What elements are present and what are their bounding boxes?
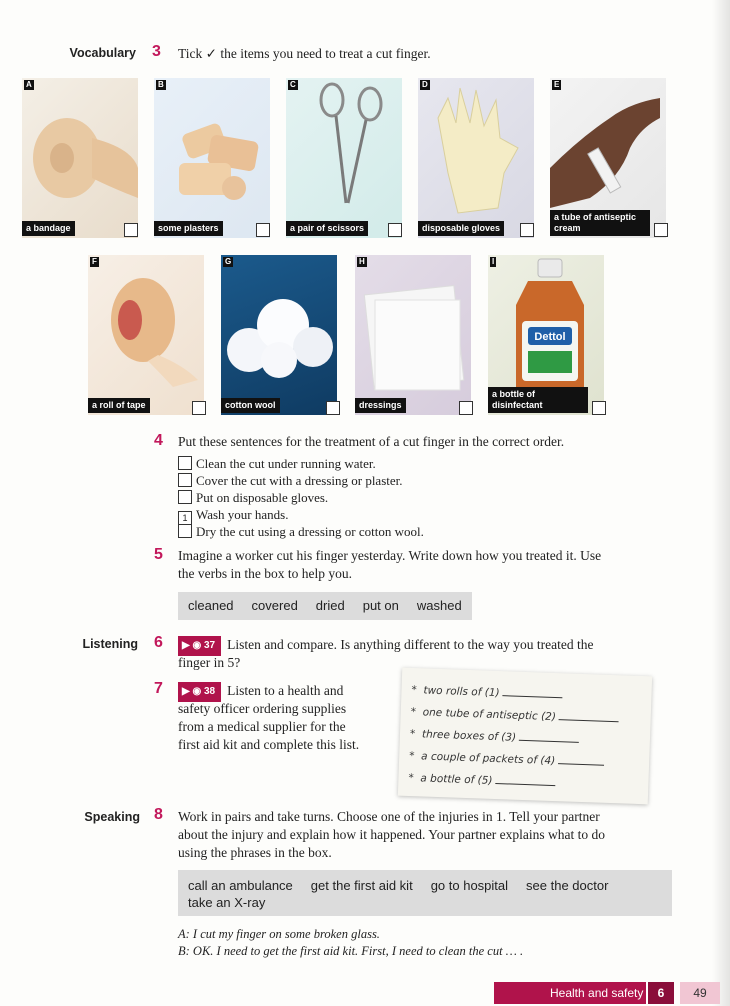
section-label-listening: Listening: [82, 637, 138, 651]
tick-box-f[interactable]: [192, 401, 206, 415]
tape-image: [88, 255, 204, 415]
order-box[interactable]: 1: [178, 511, 192, 525]
item-letter: F: [92, 257, 97, 266]
unit-number: 6: [646, 982, 674, 1004]
unit-footer: [494, 982, 674, 1004]
answer-blank[interactable]: [558, 753, 604, 766]
page-number: 49: [680, 982, 720, 1004]
photo-plasters: [154, 78, 270, 238]
step-text: Cover the cut with a dressing or plaster.: [196, 473, 403, 488]
verb-word: put on: [362, 598, 399, 613]
item-caption: a pair of scissors: [286, 221, 368, 236]
item-caption: a bottle of disinfectant: [488, 387, 588, 413]
verb-word: cleaned: [188, 598, 234, 613]
phrase-row: [188, 894, 662, 911]
tick-box-c[interactable]: [388, 223, 402, 237]
list-item-text: two rolls of (1): [423, 684, 500, 700]
order-step: [178, 455, 376, 472]
dressings-image: [355, 255, 471, 415]
item-letter: A: [26, 80, 32, 89]
exercise-number-3: 3: [152, 43, 161, 60]
exercise-7-text: Listen to a health and: [227, 683, 344, 698]
item-caption: a tube of antiseptic cream: [550, 210, 650, 236]
item-caption: dressings: [355, 398, 406, 413]
answer-blank[interactable]: [503, 685, 563, 698]
step-text: Put on disposable gloves.: [196, 490, 329, 505]
order-step: [178, 472, 403, 489]
answer-blank[interactable]: [559, 709, 619, 722]
list-item: * three boxes of (3): [410, 726, 580, 746]
answer-blank[interactable]: [495, 773, 555, 786]
phrase: take an X-ray: [188, 895, 266, 910]
order-box[interactable]: [178, 473, 192, 487]
list-item: * one tube of antiseptic (2): [411, 704, 620, 725]
list-item-text: three boxes of (3): [421, 728, 517, 744]
section-label-speaking: Speaking: [84, 810, 140, 824]
order-step: [178, 523, 424, 540]
bottle-brand-text: Dettol: [534, 331, 566, 343]
item-caption: some plasters: [154, 221, 223, 236]
photo-tape: [88, 255, 204, 415]
verb-word: covered: [251, 598, 298, 613]
audio-track-37-button[interactable]: ▶ ◉ 37: [178, 636, 221, 656]
track-number: 37: [203, 640, 216, 651]
dialogue-line-a: A: I cut my finger on some broken glass.: [178, 927, 380, 941]
scissors-image: [286, 78, 402, 238]
exercise-number-4: 4: [154, 432, 163, 449]
item-letter: H: [359, 257, 365, 266]
item-letter: B: [158, 80, 164, 89]
answer-blank[interactable]: [519, 730, 579, 743]
item-letter: D: [422, 80, 428, 89]
tick-box-b[interactable]: [256, 223, 270, 237]
plasters-image: [154, 78, 270, 238]
item-letter: G: [225, 257, 232, 266]
exercise-7-instruction-line3: from a medical supplier for the: [178, 719, 346, 734]
exercise-8-instruction-line2: about the injury and explain how it happened. Your partner explains what to do: [178, 827, 606, 842]
tick-box-e[interactable]: [654, 223, 668, 237]
list-item: * two rolls of (1): [411, 682, 563, 701]
item-caption: disposable gloves: [418, 221, 504, 236]
audio-track-38-button[interactable]: ▶ ◉ 38: [178, 682, 221, 702]
dialogue-line-b: B: OK. I need to get the first aid kit. First, I need to clean the cut … .: [178, 944, 524, 958]
exercise-7-instruction-line1: [178, 682, 343, 702]
phrase-row: [188, 877, 662, 894]
order-box[interactable]: [178, 524, 192, 538]
phrase-box: [178, 870, 672, 916]
list-item-text: a bottle of (5): [420, 772, 493, 787]
exercise-5-instruction-line1: Imagine a worker cut his finger yesterday. Write down how you treated it. Use: [178, 548, 602, 563]
verb-word: dried: [315, 598, 345, 613]
exercise-number-6: 6: [154, 634, 163, 651]
exercise-8-instruction-line1: Work in pairs and take turns. Choose one of the injuries in 1. Tell your partner: [178, 809, 600, 824]
item-letter: C: [290, 80, 296, 89]
order-box[interactable]: [178, 456, 192, 470]
photo-disinfectant: [488, 255, 604, 415]
list-item: * a couple of packets of (4): [409, 748, 604, 769]
tick-box-g[interactable]: [326, 401, 340, 415]
exercise-6-text: Listen and compare. Is anything different to the way you treated the: [227, 637, 594, 652]
order-step: [178, 506, 288, 523]
item-letter: I: [492, 257, 495, 266]
phrase: see the doctor: [526, 878, 609, 893]
list-item: * a bottle of (5): [408, 770, 555, 789]
exercise-8-instruction-line3: using the phrases in the box.: [178, 845, 332, 860]
exercise-3-instruction: Tick ✓ the items you need to treat a cut finger.: [178, 46, 431, 61]
page-edge-shadow: [712, 0, 730, 1006]
verb-box: [178, 592, 472, 620]
cotton-wool-image: [221, 255, 337, 415]
order-step: [178, 489, 328, 506]
item-caption: cotton wool: [221, 398, 280, 413]
gloves-image: [418, 78, 534, 238]
exercise-7-instruction-line4: first aid kit and complete this list.: [178, 737, 360, 752]
item-caption: a roll of tape: [88, 398, 150, 413]
track-number: 38: [203, 686, 216, 697]
tick-box-d[interactable]: [520, 223, 534, 237]
exercise-5-instruction-line2: the verbs in the box to help you.: [178, 566, 352, 581]
photo-scissors: [286, 78, 402, 238]
photo-bandage: [22, 78, 138, 238]
tick-box-a[interactable]: [124, 223, 138, 237]
item-letter: E: [554, 80, 560, 89]
phrase: get the first aid kit: [310, 878, 413, 893]
unit-title: Health and safety: [550, 986, 644, 1000]
step-text: Dry the cut using a dressing or cotton wool.: [196, 524, 424, 539]
photo-dressings: [355, 255, 471, 415]
phrase: go to hospital: [430, 878, 509, 893]
exercise-number-7: 7: [154, 680, 163, 697]
phrase: call an ambulance: [188, 878, 293, 893]
photo-cotton-wool: [221, 255, 337, 415]
exercise-4-instruction: Put these sentences for the treatment of a cut finger in the correct order.: [178, 434, 565, 449]
verb-word: washed: [416, 598, 462, 613]
tick-box-h[interactable]: [459, 401, 473, 415]
photo-gloves: [418, 78, 534, 238]
tick-box-i[interactable]: [592, 401, 606, 415]
list-item-text: a couple of packets of (4): [420, 750, 556, 768]
exercise-6-instruction-line2: finger in 5?: [178, 655, 241, 670]
exercise-number-8: 8: [154, 806, 163, 823]
exercise-7-instruction-line2: safety officer ordering supplies: [178, 701, 347, 716]
step-text: Clean the cut under running water.: [196, 456, 376, 471]
photo-antiseptic-cream: [550, 78, 666, 238]
order-box[interactable]: [178, 490, 192, 504]
section-label-vocabulary: Vocabulary: [69, 46, 136, 60]
step-text: Wash your hands.: [196, 507, 289, 522]
shopping-list-note: [398, 668, 652, 805]
list-item-text: one tube of antiseptic (2): [422, 706, 557, 724]
exercise-number-5: 5: [154, 546, 163, 563]
bandage-image: [22, 78, 138, 238]
item-caption: a bandage: [22, 221, 75, 236]
exercise-6-instruction-line1: [178, 636, 594, 656]
